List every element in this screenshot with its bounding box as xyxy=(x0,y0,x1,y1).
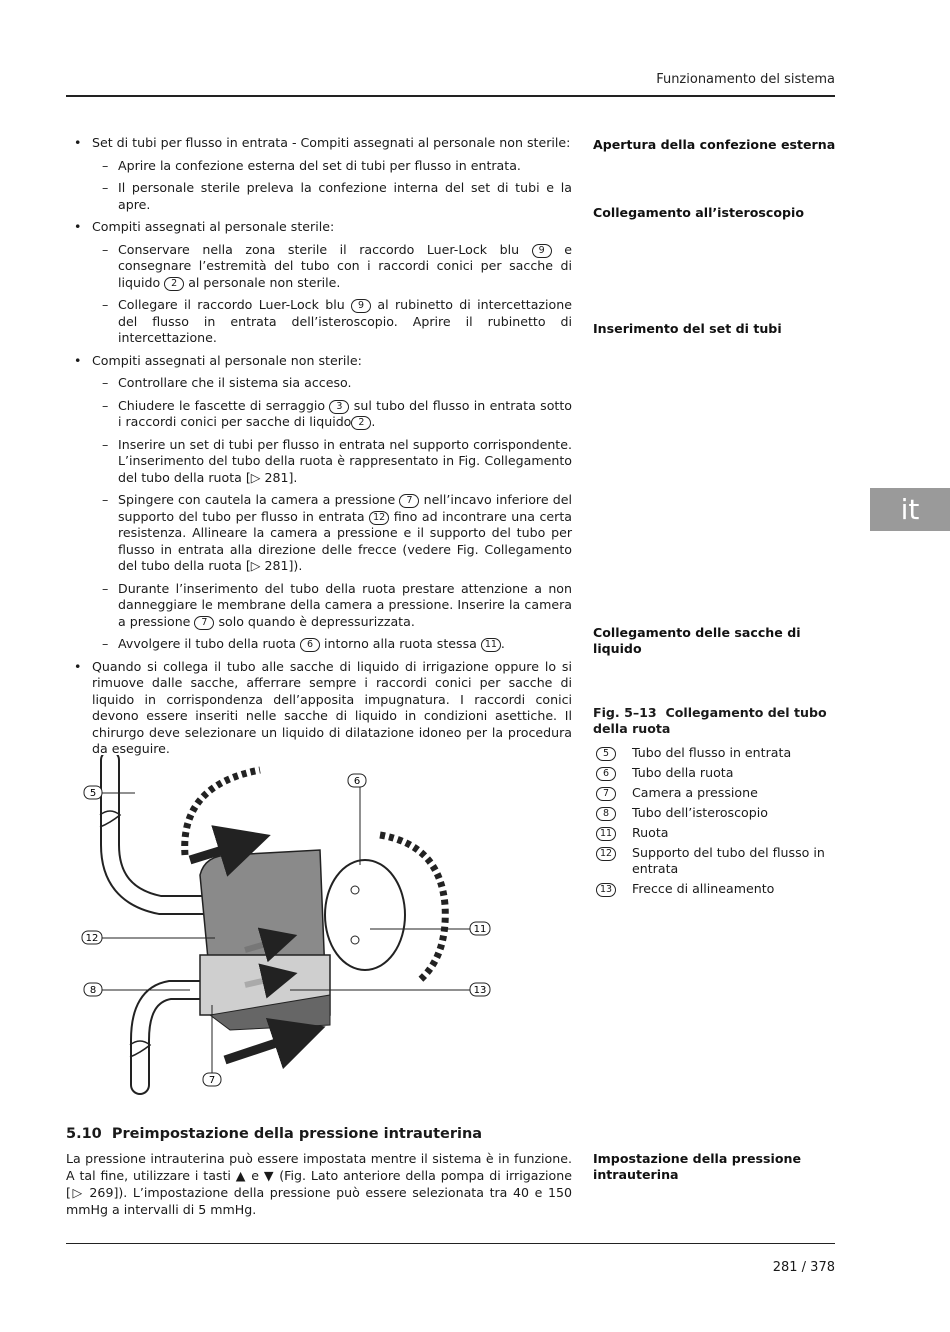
legend-item: 12 Supporto del tubo del flusso in entrata xyxy=(596,845,841,877)
page-ref-icon: ▷ xyxy=(250,469,261,485)
tube-installation-figure xyxy=(70,755,570,1095)
callout-number: 7 xyxy=(399,494,419,508)
figure-legend xyxy=(596,745,841,901)
callout-8 xyxy=(84,983,102,996)
callout-11 xyxy=(470,922,490,935)
page-ref-icon: ▷ xyxy=(70,1185,84,1200)
list-item: – Inserire un set di tubi per flusso in entrata nel supporto corrispondente. L’inserimento del tubo della ruota è rappresentato in Fig. Collegamento del tubo della ruota [▷ 281]. xyxy=(66,437,572,487)
list-item: – Aprire la confezione esterna del set di tubi per flusso in entrata. xyxy=(66,158,572,175)
list-item: – Conservare nella zona sterile il raccordo Luer-Lock blu 9 e consegnare l’estremità del tubo con i raccordi conici per sacche di liquido 2 al personale non sterile. xyxy=(66,242,572,292)
svg-text:6: 6 xyxy=(353,776,361,787)
page-ref-link[interactable]: 281 xyxy=(264,469,289,485)
legend-item: 5 Tubo del flusso in entrata xyxy=(596,745,841,761)
section-paragraph: La pressione intrauterina può essere impostata mentre il sistema è in funzione. A tal fine, utilizzare i tasti ▲ e ▼ (Fig. Lato anteriore della pompa di irrigazione [▷ 269]). L’impostazione della pressione può essere selezionata tra 40 e 150 mmHg a intervalli di 5 mmHg. xyxy=(66,1151,573,1217)
callout-number: 2 xyxy=(351,416,371,430)
margin-heading: Collegamento all’isteroscopio xyxy=(593,205,805,220)
callout-number: 2 xyxy=(164,277,184,291)
instruction-list xyxy=(66,135,572,764)
list-item: – Chiudere le fascette di serraggio 3 sul tubo del flusso in entrata sotto i raccordi conici per sacche di liquido 2 . xyxy=(66,398,572,431)
running-header: Funzionamento del sistema xyxy=(656,72,835,87)
legend-item: 11 Ruota xyxy=(596,825,841,841)
wheel xyxy=(325,860,405,970)
legend-item: 13 Frecce di allineamento xyxy=(596,881,841,897)
page-ref-link[interactable]: 281 xyxy=(264,558,289,573)
callout-number: 9 xyxy=(351,299,371,313)
page-ref-icon: ▷ xyxy=(250,558,261,573)
svg-text:7: 7 xyxy=(208,1075,216,1086)
list-item: – Il personale sterile preleva la confezione interna del set di tubi e la apre. xyxy=(66,180,572,213)
footer-rule xyxy=(66,1243,835,1244)
push-arrow xyxy=(225,1035,300,1060)
callout-5 xyxy=(84,786,102,799)
list-item: • Set di tubi per flusso in entrata - Compiti assegnati al personale non sterile: xyxy=(66,135,572,152)
list-item: – Spingere con cautela la camera a pressione 7 nell’incavo inferiore del supporto del tubo per flusso in entrata 12 fino ad incontrare una certa resistenza. Allineare la camera a pressione e il supporto del tubo per flusso in entrata alla direzione delle frecce (vedere Fig. Collegamento del tubo della ruota [▷ 281]). xyxy=(66,492,572,575)
header-rule xyxy=(66,95,835,97)
callout-12 xyxy=(82,931,102,944)
margin-heading: Apertura della confezione esterna xyxy=(593,137,836,152)
svg-text:13: 13 xyxy=(473,985,487,996)
list-item: – Durante l’inserimento del tubo della ruota prestare attenzione a non danneggiare le membrane della camera a pressione. Inserire la camera a pressione 7 solo quando è depressurizzata. xyxy=(66,581,572,631)
list-item: • Compiti assegnati al personale sterile: xyxy=(66,219,572,236)
svg-text:12: 12 xyxy=(85,933,99,944)
page-ref-link[interactable]: 269 xyxy=(89,1185,114,1200)
language-tab[interactable]: it xyxy=(870,488,950,531)
callout-number: 12 xyxy=(369,511,389,525)
margin-heading: Collegamento delle sacche di liquido xyxy=(593,625,801,656)
svg-text:8: 8 xyxy=(89,985,97,996)
page-number: 281 / 378 xyxy=(772,1260,835,1275)
legend-item: 7 Camera a pressione xyxy=(596,785,841,801)
list-item: – Avvolgere il tubo della ruota 6 intorno alla ruota stessa 11 . xyxy=(66,636,572,653)
margin-heading: Inserimento del set di tubi xyxy=(593,321,782,336)
list-item: • Quando si collega il tubo alle sacche di liquido di irrigazione oppure lo si rimuove dalle sacche, afferrare sempre i raccordi conici per sacche di liquido in corrispondenza dell’apposita impugnatura. I raccordi conici devono essere inseriti nelle sacche di liquido in condizioni asettiche. Il chirurgo deve selezionare un liquido di dilatazione idoneo per la procedura da eseguire. xyxy=(66,659,572,758)
callout-number: 6 xyxy=(300,638,320,652)
svg-text:5: 5 xyxy=(89,788,97,799)
list-item: • Compiti assegnati al personale non sterile: xyxy=(66,353,572,370)
callout-number: 3 xyxy=(329,400,349,414)
callout-number: 7 xyxy=(194,616,214,630)
figure-caption: Fig. 5–13 Collegamento del tubo della ruota xyxy=(593,705,827,736)
legend-item: 8 Tubo dell’isteroscopio xyxy=(596,805,841,821)
insertion-arrow xyxy=(185,770,260,855)
list-item: – Collegare il raccordo Luer-Lock blu 9 al rubinetto di intercettazione del flusso in entrata dell’isteroscopio. Aprire il rubinetto di intercettazione. xyxy=(66,297,572,347)
callout-number: 9 xyxy=(532,244,552,258)
svg-text:11: 11 xyxy=(473,924,487,935)
section-heading: 5.10 Preimpostazione della pressione intrauterina xyxy=(66,1126,483,1142)
callout-number: 11 xyxy=(481,638,501,652)
callout-13 xyxy=(470,983,490,996)
margin-heading: Impostazione della pressione intrauterina xyxy=(593,1151,801,1182)
callout-7 xyxy=(203,1073,221,1086)
list-item: – Controllare che il sistema sia acceso. xyxy=(66,375,572,392)
legend-item: 6 Tubo della ruota xyxy=(596,765,841,781)
callout-6 xyxy=(348,774,366,787)
